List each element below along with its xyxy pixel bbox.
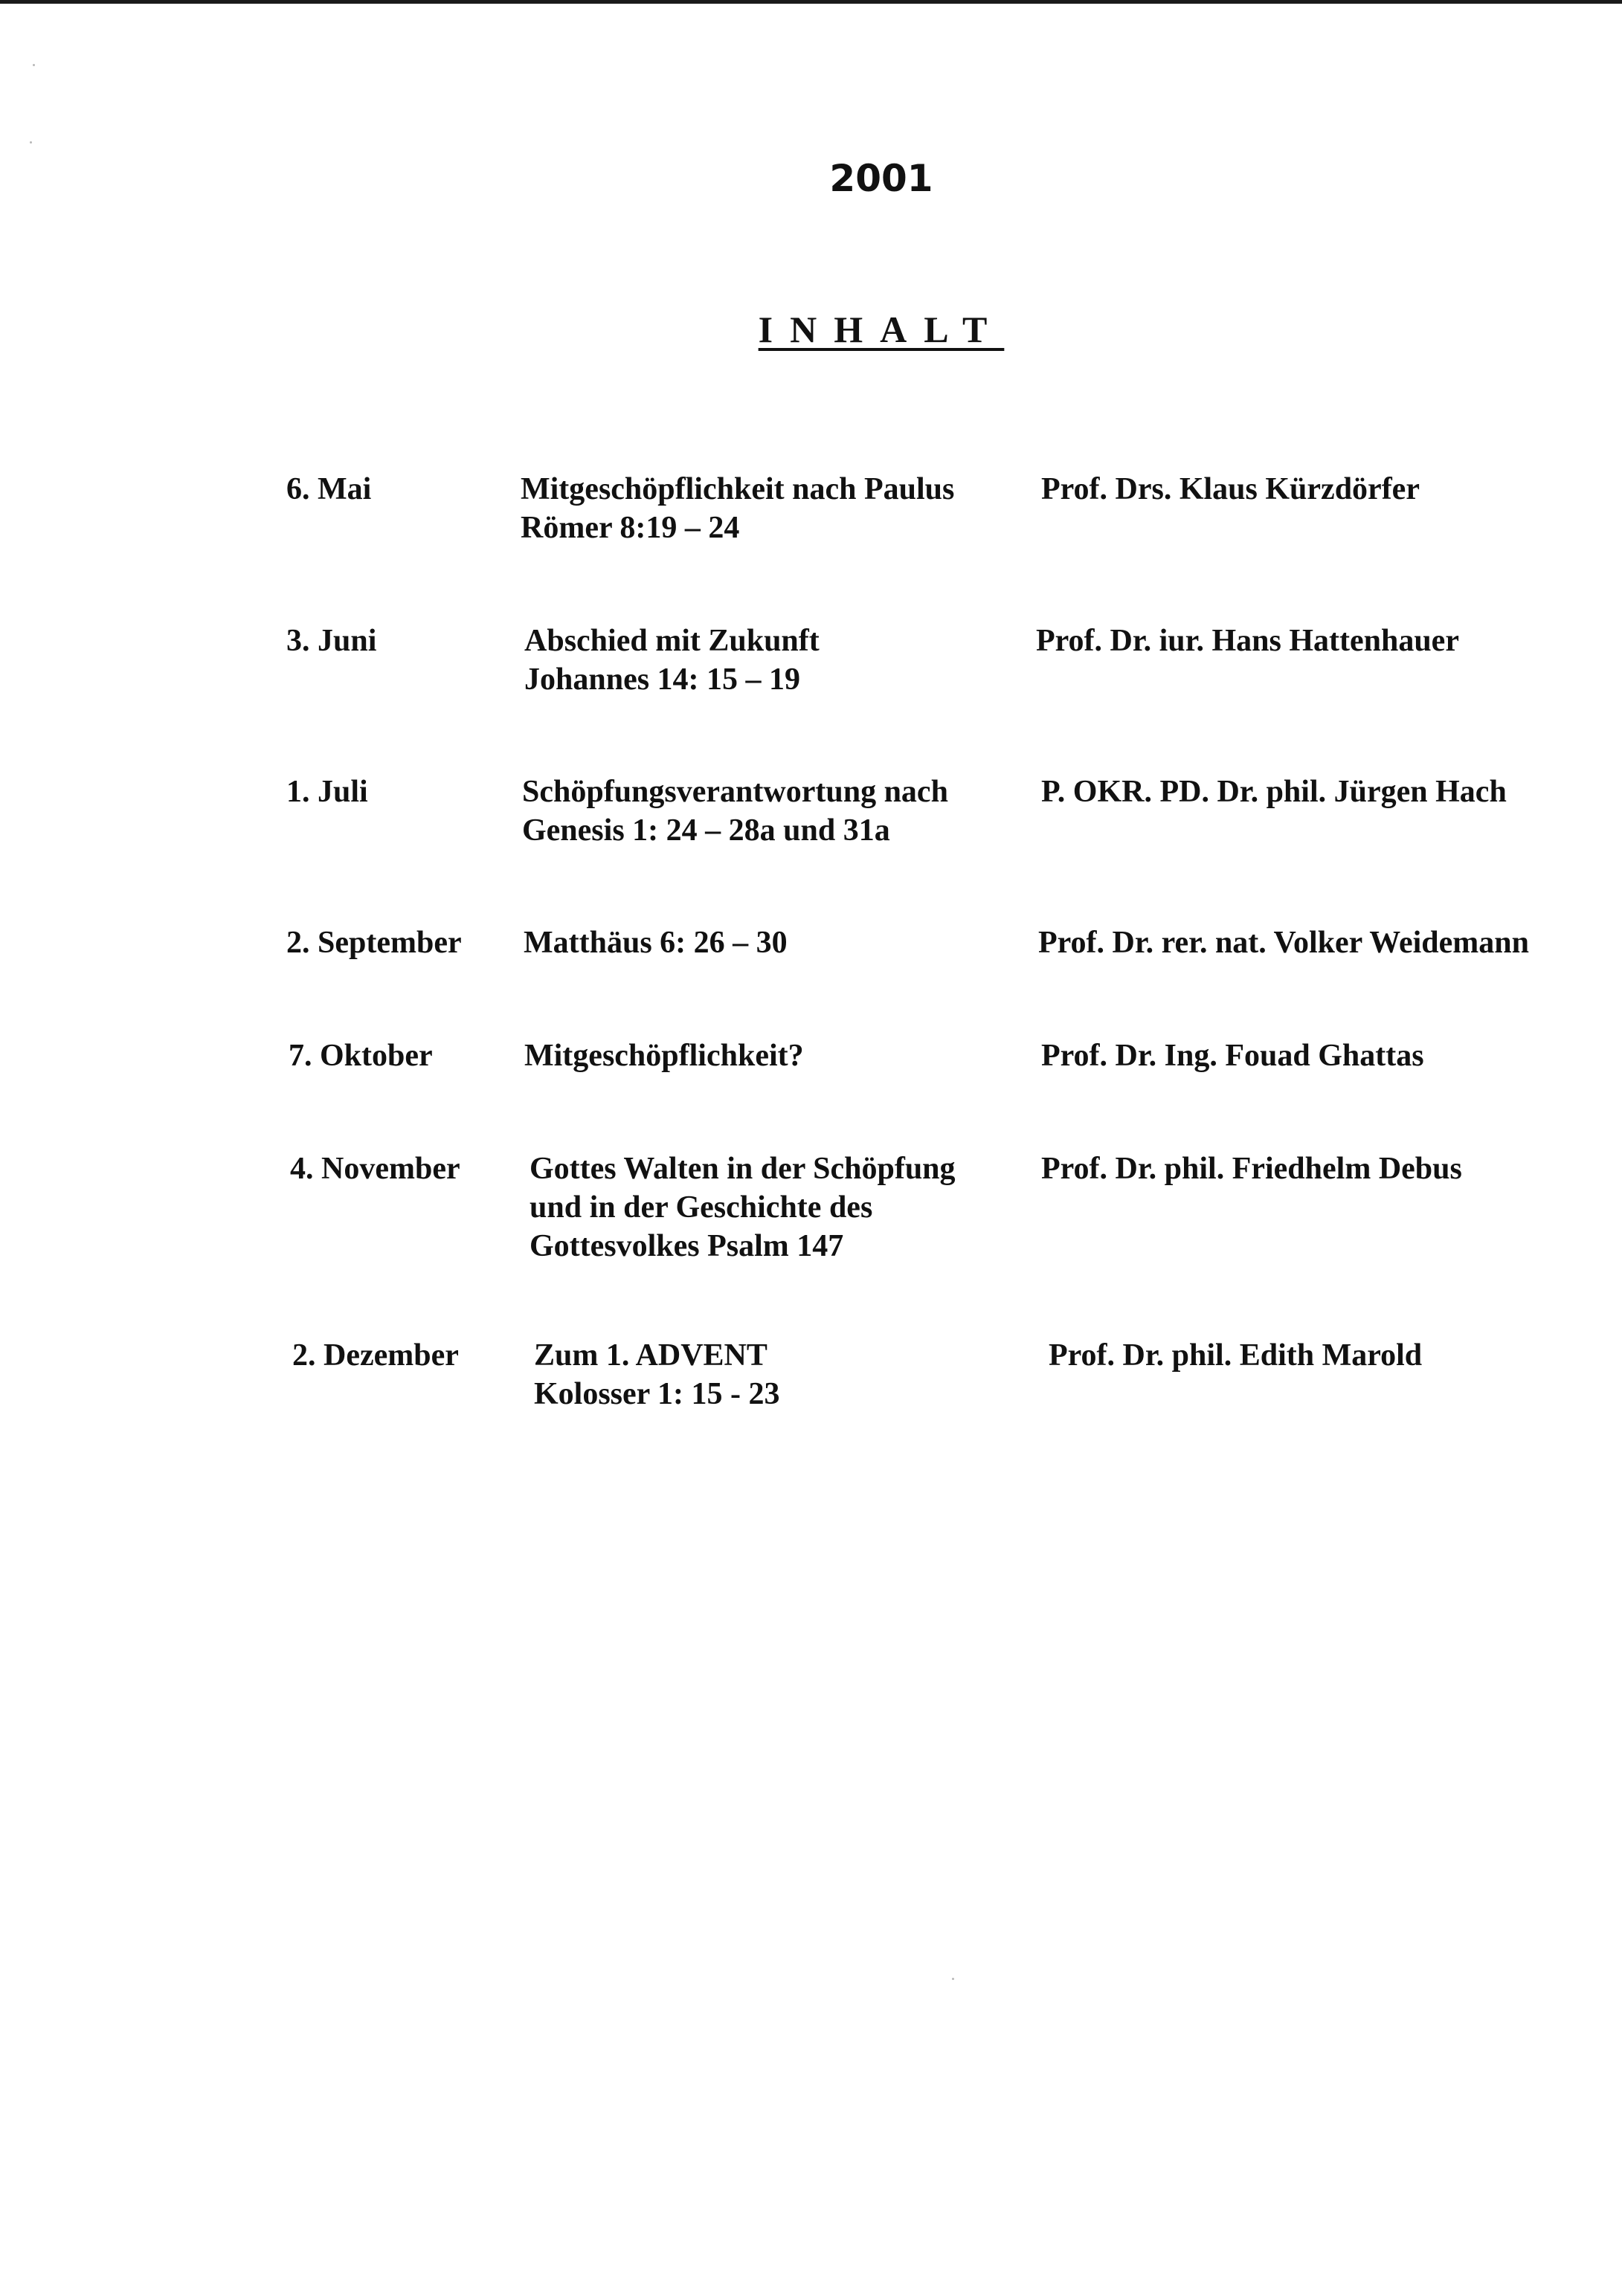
entry-topic (524, 923, 1014, 962)
entry-topic (530, 1149, 1020, 1265)
entry-topic (521, 470, 1011, 547)
contents-heading-text: INHALT (758, 309, 1005, 350)
entry-title: Zum 1. ADVENT (534, 1338, 767, 1373)
scan-speck (33, 64, 35, 66)
entry-speaker: Prof. Dr. iur. Hans Hattenhauer (1036, 624, 1459, 658)
scan-speck (30, 141, 32, 144)
entry-speaker: Prof. Dr. rer. nat. Volker Weidemann (1038, 926, 1530, 960)
entry-date: 2. Dezember (292, 1338, 459, 1373)
entry-topic (534, 1336, 1025, 1413)
entry-title-line2: und in der Geschichte des (530, 1190, 873, 1225)
entry-date: 3. Juni (286, 624, 377, 658)
entry-speaker: Prof. Drs. Klaus Kürzdörfer (1041, 472, 1420, 506)
entry-date: 7. Oktober (289, 1039, 433, 1073)
entry-topic (522, 773, 1013, 850)
entry-reference: Johannes 14: 15 – 19 (524, 662, 801, 697)
entry-speaker: Prof. Dr. phil. Friedhelm Debus (1041, 1152, 1462, 1186)
entry-speaker: Prof. Dr. Ing. Fouad Ghattas (1041, 1039, 1424, 1073)
entry-reference: Genesis 1: 24 – 28a und 31a (522, 813, 890, 848)
entry-title: Schöpfungsverantwortung nach (522, 775, 948, 809)
entry-date: 6. Mai (286, 472, 372, 506)
entry-reference: Römer 8:19 – 24 (521, 511, 740, 545)
entry-date: 4. November (290, 1152, 460, 1186)
contents-heading (707, 303, 1056, 355)
document-year: 2001 (829, 157, 933, 200)
entry-topic (524, 1036, 1015, 1075)
entry-title: Gottes Walten in der Schöpfung (530, 1152, 956, 1186)
entry-reference: Kolosser 1: 15 - 23 (534, 1377, 780, 1411)
entry-date: 1. Juli (286, 775, 368, 809)
entry-title: Matthäus 6: 26 – 30 (524, 926, 788, 960)
entry-title: Mitgeschöpflichkeit? (524, 1039, 804, 1073)
entry-speaker: Prof. Dr. phil. Edith Marold (1049, 1338, 1423, 1373)
entry-reference: Gottesvolkes Psalm 147 (530, 1229, 844, 1263)
entry-date: 2. September (286, 926, 462, 960)
entry-topic (524, 622, 1015, 699)
top-edge-rule (0, 0, 1622, 4)
entry-speaker: P. OKR. PD. Dr. phil. Jürgen Hach (1041, 775, 1507, 809)
entry-title: Abschied mit Zukunft (524, 624, 820, 658)
entry-title: Mitgeschöpflichkeit nach Paulus (521, 472, 955, 506)
scan-speck (952, 1978, 954, 1980)
